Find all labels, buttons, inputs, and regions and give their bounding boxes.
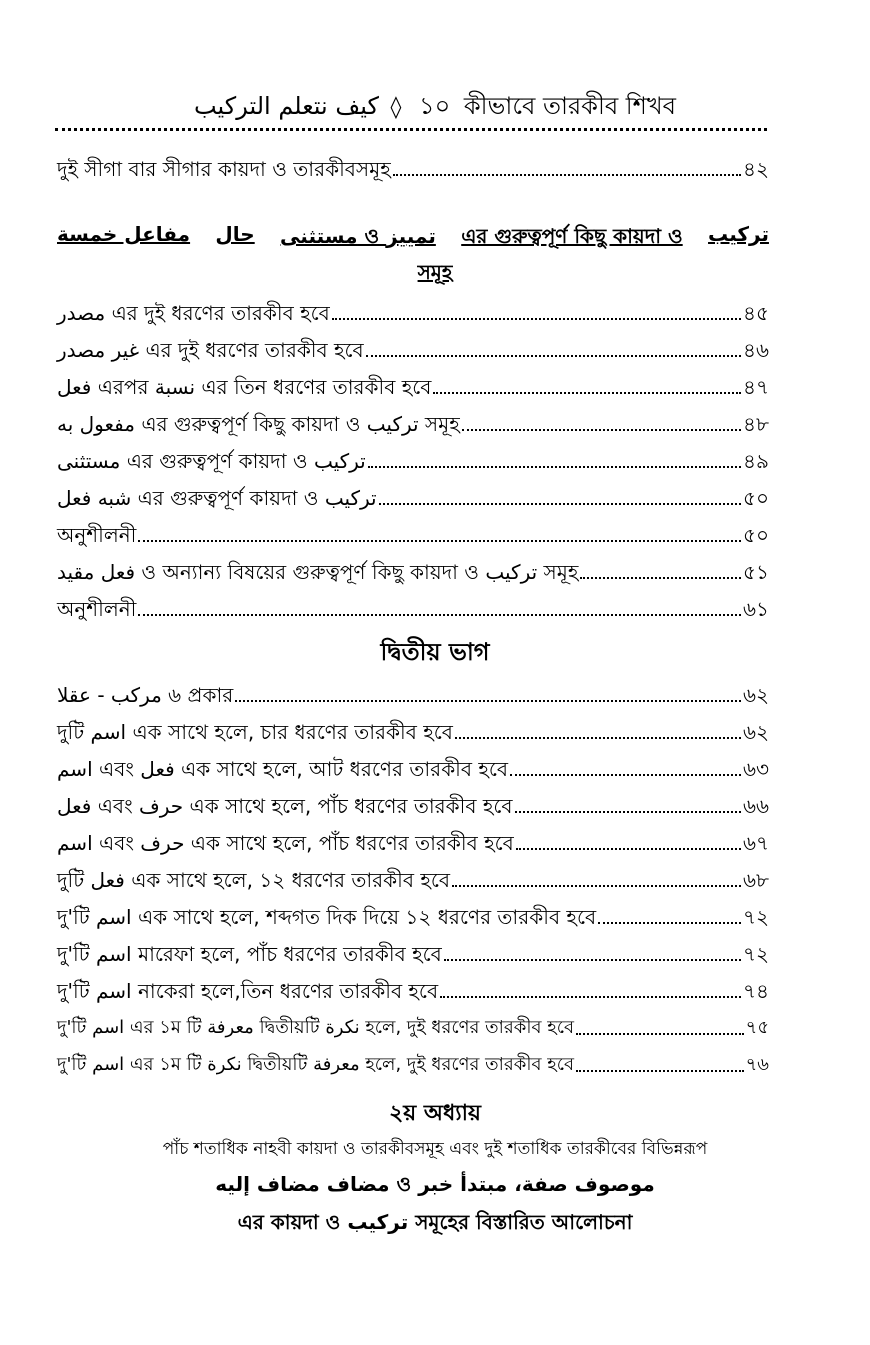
dot-leader [366, 355, 741, 357]
toc-entry-text: فعل এবং حرف এক সাথে হলে, পাঁচ ধরণের তারকীব হবে [57, 794, 513, 818]
dot-leader [580, 577, 741, 579]
toc-entry[interactable] [57, 514, 769, 548]
dot-leader [452, 885, 741, 887]
toc-entry[interactable] [57, 292, 769, 326]
dot-leader [516, 848, 741, 850]
dot-leader [433, 392, 741, 394]
dot-leader [462, 429, 741, 431]
dot-leader [455, 737, 741, 739]
section-heading [57, 222, 769, 255]
toc-entry-page: ৬৭ [742, 831, 769, 855]
toc-entry[interactable] [57, 674, 769, 708]
toc-entry[interactable] [57, 403, 769, 437]
toc-entry-text: مفعول به এর গুরুত্বপূর্ণ কিছু কায়দা ও تركيب সমূহ [57, 412, 460, 436]
toc-entry-text: অনুশীলনী [57, 597, 137, 621]
toc-entry-text: দুই সীগা বার সীগার কায়দা ও তারকীবসমূহ [57, 157, 391, 181]
toc-entry-page: ৪৬ [743, 338, 769, 362]
section-heading-part2: حال [215, 222, 255, 246]
toc-entry-text: مستثنى এর গুরুত্বপূর্ণ কায়দা ও تركيب [57, 449, 366, 473]
toc-entry[interactable] [57, 329, 769, 363]
dot-leader [515, 811, 741, 813]
toc-entry-text: দুটি اسم এক সাথে হলে, চার ধরণের তারকীব হবে [57, 720, 453, 744]
toc-entry-page: ৫০ [743, 523, 769, 547]
toc-entry[interactable] [57, 711, 769, 745]
dot-leader [510, 774, 741, 776]
toc-entry-text: فعل مقيد ও অন্যান্য বিষয়ের গুরুত্বপূর্ণ কিছু কায়দা ও تركيب সমূহ [57, 560, 579, 584]
toc-entry[interactable] [57, 822, 769, 856]
dot-leader [138, 540, 741, 542]
toc-entry-page: ৭৬ [745, 1054, 769, 1075]
toc-entry-text: দু'টি اسم এর ১ম টি نكرة দ্বিতীয়টি معرفة হলে, দুই ধরণের তারকীব হবে [57, 1054, 574, 1075]
toc-entry-text: দু'টি اسم এক সাথে হলে, শব্দগত দিক দিয়ে ১২ ধরণের তারকীব হবে [57, 905, 597, 929]
section-heading-line2: সমূহ [417, 260, 453, 284]
dot-leader [598, 922, 741, 924]
toc-entry-text: দু'টি اسم এর ১ম টি معرفة দ্বিতীয়টি نكرة হলে, দুই ধরণের তারকীব হবে [57, 1017, 574, 1038]
toc-entry[interactable] [57, 366, 769, 400]
toc-entry-page: ৪৮ [743, 412, 769, 436]
dot-leader [368, 466, 741, 468]
toc-entry-page: ৬২ [742, 683, 769, 707]
toc-entry-page: ৭৪ [743, 979, 769, 1003]
toc-entry-text: অনুশীলনী [57, 523, 137, 547]
diamond-icon: ◊ [390, 95, 402, 120]
toc-entry-text: فعل এরপর نسبة এর তিন ধরণের তারকীব হবে [57, 375, 432, 399]
toc-entry-page: ৫০ [743, 486, 769, 510]
toc-entry-page: ৪৫ [743, 301, 769, 325]
dot-leader [444, 959, 741, 961]
toc-entry[interactable] [57, 1044, 769, 1078]
toc-entry[interactable] [57, 148, 769, 182]
dot-leader [138, 614, 741, 616]
toc-entry-page: ৫১ [743, 560, 769, 584]
toc-entry[interactable] [57, 933, 769, 967]
running-header [0, 88, 870, 128]
dot-leader [332, 318, 741, 320]
chapter-title: ২য় অধ্যায় [388, 1101, 482, 1126]
part-two-title: দ্বিতীয় ভাগ [380, 638, 490, 666]
dot-leader [235, 700, 741, 702]
toc-entry-page: ৬৬ [742, 794, 769, 818]
toc-entry-text: দু'টি اسم মারেফা হলে, পাঁচ ধরণের তারকীব হবে [57, 942, 442, 966]
toc-entry[interactable] [57, 785, 769, 819]
chapter-line4: এর কায়দা ও تركيب সমূহের বিস্তারিত আলোচনা [237, 1210, 633, 1234]
toc-entry[interactable] [57, 588, 769, 622]
header-arabic-title: كيف نتعلم التركيب [193, 92, 379, 120]
dot-leader [576, 1033, 744, 1035]
toc-entry-text: اسم এবং حرف এক সাথে হলে, পাঁচ ধরণের তারকীব হবে [57, 831, 514, 855]
toc-entry-page: ৪৯ [743, 449, 769, 473]
toc-entry-page: ৭২ [742, 942, 769, 966]
toc-entry-text: شبه فعل এর গুরুত্বপূর্ণ কায়দা ও تركيب [57, 486, 377, 510]
chapter-line3: مضاف مضاف إليه ও موصوف صفة، مبتدأ خبر [215, 1172, 655, 1196]
toc-entry-text: اسم এবং فعل এক সাথে হলে, আট ধরণের তারকীব হবে [57, 757, 509, 781]
toc-entry-page: ৪২ [743, 157, 769, 181]
toc-entry-text: مصدر এর দুই ধরণের তারকীব হবে [57, 301, 330, 325]
chapter-subtitle: পাঁচ শতাধিক নাহবী কায়দা ও তারকীবসমূহ এবং দুই শতাধিক তারকীবের বিভিন্নরূপ [162, 1139, 708, 1159]
section-heading-part5: تركيب [708, 222, 769, 246]
dot-leader [379, 503, 741, 505]
toc-entry-page: ৬১ [743, 597, 769, 621]
dot-leader [393, 174, 741, 176]
section-heading-part3: مستثنى ও تمييز [280, 224, 436, 248]
header-page-number: ১০ [419, 92, 451, 120]
toc-entry[interactable] [57, 551, 769, 585]
toc-entry-page: ৬৩ [742, 757, 769, 781]
toc-entry-text: দু'টি اسم নাকেরা হলে,তিন ধরণের তারকীব হবে [57, 979, 439, 1003]
toc-entry[interactable] [57, 477, 769, 511]
header-bangla-title: কীভাবে তারকীব শিখব [463, 92, 676, 120]
toc-entry-page: ৬২ [742, 720, 769, 744]
toc-entry-text: দুটি فعل এক সাথে হলে, ১২ ধরণের তারকীব হবে [57, 868, 451, 892]
toc-entry-text: مركب - عقلا ৬ প্রকার [57, 683, 234, 707]
toc-entry[interactable] [57, 970, 769, 1004]
toc-entry-text: غير مصدر এর দুই ধরণের তারকীব হবে [57, 338, 364, 362]
toc-entry-page: ৭২ [742, 905, 769, 929]
toc-entry[interactable] [57, 859, 769, 893]
dot-leader [576, 1070, 744, 1072]
toc-entry[interactable] [57, 1007, 769, 1041]
section-heading-part1: مفاعل خمسة [57, 222, 191, 246]
toc-entry-page: ৪৭ [743, 375, 769, 399]
toc-entry[interactable] [57, 896, 769, 930]
header-divider [55, 128, 767, 131]
toc-entry-page: ৬৮ [743, 868, 769, 892]
toc-entry[interactable] [57, 748, 769, 782]
toc-entry-page: ৭৫ [745, 1017, 769, 1038]
toc-entry[interactable] [57, 440, 769, 474]
dot-leader [440, 996, 741, 998]
section-heading-part4: এর গুরুত্বপূর্ণ কিছু কায়দা ও [461, 224, 683, 248]
